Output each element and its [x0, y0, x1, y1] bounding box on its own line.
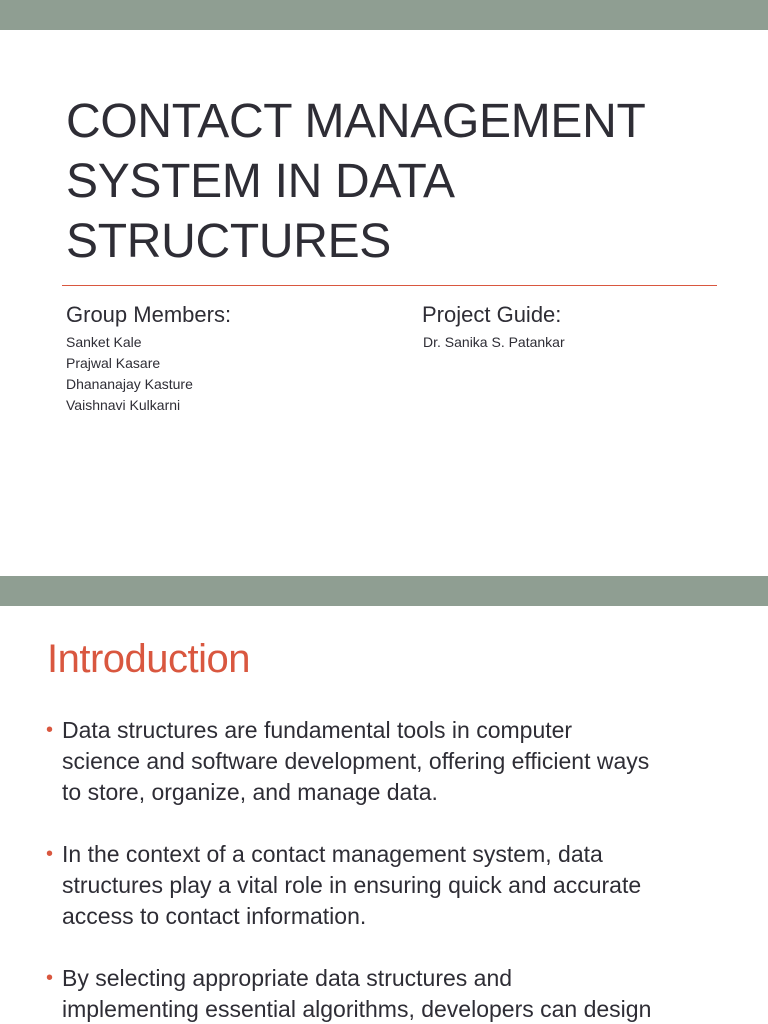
group-members-list — [66, 332, 193, 416]
intro-bullet-text: In the context of a contact management system, data structures play a vital role in ensuring quick and accurate access to contact information. — [62, 841, 642, 929]
title-divider — [62, 285, 717, 286]
slide-1-title — [66, 92, 726, 272]
group-member-name: Sanket Kale — [66, 334, 142, 350]
intro-bullet — [46, 963, 746, 1024]
intro-bullet-list — [46, 715, 746, 1024]
group-member-name: Prajwal Kasare — [66, 355, 161, 371]
bullet-marker-icon: • — [46, 967, 54, 989]
slide-1-top-band — [0, 0, 768, 30]
group-member-name: Vaishnavi Kulkarni — [66, 397, 181, 413]
intro-bullet-text: Data structures are fundamental tools in computer science and software development, offering efficient ways to store, organize, and manage data. — [62, 717, 650, 805]
slide-2-top-band — [0, 576, 768, 606]
slide-1-title-line: STRUCTURES — [66, 215, 392, 268]
bullet-marker-icon: • — [46, 843, 54, 865]
project-guide-list — [423, 332, 565, 353]
slide-2-title: Introduction — [47, 637, 251, 681]
project-guide-heading: Project Guide: — [422, 302, 562, 327]
group-members-heading: Group Members: — [66, 302, 232, 327]
slide-1-title-line: CONTACT MANAGEMENT — [66, 95, 646, 148]
intro-bullet — [46, 715, 746, 808]
intro-bullet — [46, 839, 746, 932]
bullet-marker-icon: • — [46, 719, 54, 741]
slide-1-title-line: SYSTEM IN DATA — [66, 155, 455, 208]
intro-bullet-text: By selecting appropriate data structures and implementing essential algorithms, developers can design — [62, 965, 652, 1022]
group-member-name: Dhananajay Kasture — [66, 376, 193, 392]
project-guide-name: Dr. Sanika S. Patankar — [423, 334, 565, 350]
